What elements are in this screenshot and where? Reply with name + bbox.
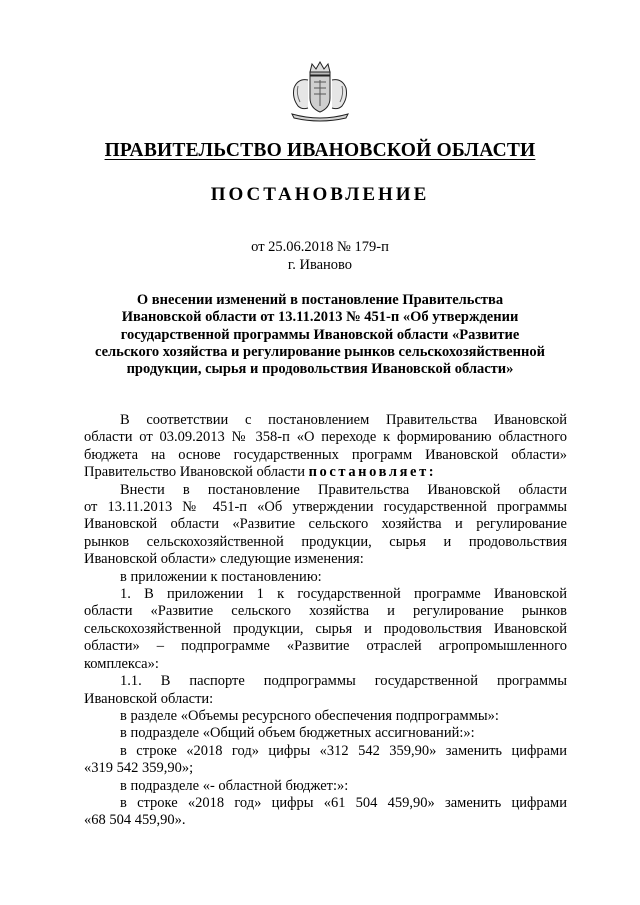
body-line: 1. В приложении 1 к государственной программе Ивановской [120, 586, 567, 603]
subject-title-line: сельского хозяйства и регулирование рынков сельскохозяйственной [95, 343, 545, 360]
body-line: бюджета на основе государственных программ Ивановской области» [84, 446, 567, 463]
body-line: Ивановской области «Развитие сельского хозяйства и регулирование [84, 516, 567, 533]
document-body [84, 412, 567, 830]
body-line: комплекса»: [84, 655, 159, 672]
body-line: в приложении к постановлению: [120, 568, 322, 585]
body-line: в разделе «Объемы ресурсного обеспечения подпрограммы»: [120, 707, 499, 724]
body-line: рынков сельскохозяйственной продукции, сырья и продовольствия [84, 533, 567, 550]
body-line-resolution [84, 464, 567, 481]
body-line: 1.1. В паспорте подпрограммы государственной программы [120, 673, 567, 690]
body-line: Ивановской области: [84, 690, 214, 707]
document-subject-title [90, 292, 550, 378]
document-date-number: от 25.06.2018 № 179-п [251, 239, 389, 255]
body-line: «319 542 359,90»; [84, 760, 194, 777]
body-line: сельскохозяйственной продукции, сырья и продовольствия Ивановской [84, 620, 567, 637]
body-line: в строке «2018 год» цифры «61 504 459,90» заменить цифрами [120, 794, 567, 811]
document-city: г. Иваново [287, 257, 353, 273]
body-line: Внести в постановление Правительства Ивановской области [120, 481, 567, 498]
body-line: области» – подпрограмме «Развитие отраслей агропромышленного [84, 638, 567, 655]
coat-of-arms-emblem [284, 60, 356, 124]
subject-title-line: О внесении изменений в постановление Правительства [136, 292, 504, 308]
body-line: в подразделе «Общий объем бюджетных ассигнований:»: [120, 725, 475, 742]
subject-title-line: Ивановской области от 13.11.2013 № 451-п «Об утверждении [121, 309, 519, 326]
body-text: Правительство Ивановской области [84, 464, 309, 481]
body-line: в строке «2018 год» цифры «312 542 359,90» заменить цифрами [120, 742, 567, 759]
subject-title-line: государственной программы Ивановской области «Развитие [120, 326, 520, 343]
body-line: В соответствии с постановлением Правительства Ивановской [120, 412, 567, 428]
resolves-keyword: постановляет: [308, 464, 437, 481]
body-line: от 13.11.2013 № 451-п «Об утверждении государственной программы [84, 499, 567, 516]
body-line: области от 03.09.2013 № 358-п «О переходе к формированию областного [84, 429, 567, 446]
organization-title: ПРАВИТЕЛЬСТВО ИВАНОВСКОЙ ОБЛАСТИ [104, 140, 536, 161]
body-line: в подразделе «- областной бюджет:»: [120, 777, 349, 794]
body-line: «68 504 459,90». [84, 812, 186, 829]
body-line: области «Развитие сельского хозяйства и регулирование рынков [84, 603, 567, 620]
subject-title-line: продукции, сырья и продовольствия Ивановской области» [126, 361, 514, 378]
document-type-heading: ПОСТАНОВЛЕНИЕ [210, 184, 430, 205]
body-line: Ивановской области» следующие изменения: [84, 551, 364, 568]
